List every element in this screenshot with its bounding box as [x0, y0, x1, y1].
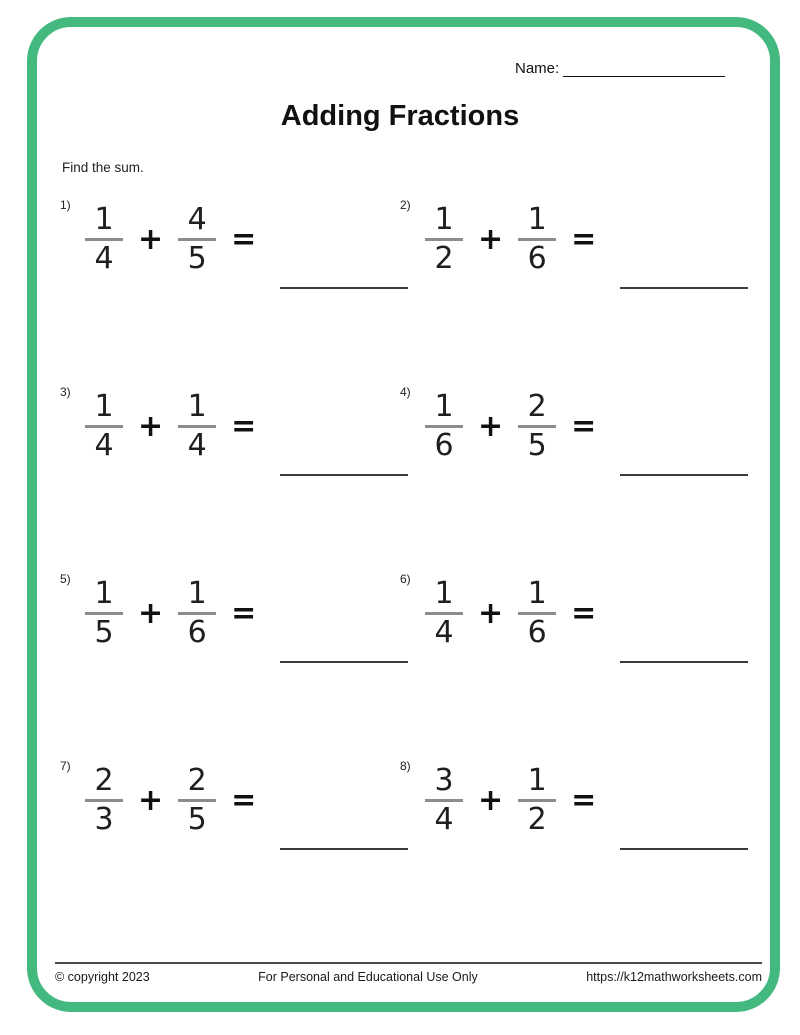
denominator: 4: [94, 241, 114, 277]
problem-4: [400, 383, 740, 570]
answer-blank: [280, 474, 408, 476]
footer-url: https://k12mathworksheets.com: [586, 970, 762, 984]
problem-number: 2): [400, 198, 411, 212]
footer-divider: [55, 962, 762, 964]
denominator: 2: [434, 241, 454, 277]
fraction-addend-2: [177, 765, 217, 837]
fraction-addend-1: [84, 765, 124, 837]
fraction-addend-2: [517, 765, 557, 837]
name-row: [515, 60, 725, 77]
answer-blank: [620, 287, 748, 289]
equals-sign: =: [571, 408, 597, 444]
answer-blank: [620, 848, 748, 850]
denominator: 5: [94, 615, 114, 651]
fraction-addend-2: [177, 578, 217, 650]
equation: [424, 204, 748, 276]
denominator: 5: [187, 241, 207, 277]
equals-sign: =: [231, 595, 257, 631]
plus-sign: +: [478, 595, 504, 631]
problem-number: 8): [400, 759, 411, 773]
denominator: 6: [434, 428, 454, 464]
plus-sign: +: [478, 782, 504, 818]
instructions-text: Find the sum.: [62, 160, 144, 175]
footer-copyright: © copyright 2023: [55, 970, 150, 984]
fraction-addend-1: [424, 391, 464, 463]
numerator: 1: [187, 389, 207, 424]
fraction-addend-1: [424, 578, 464, 650]
answer-blank: [620, 474, 748, 476]
problem-number: 3): [60, 385, 71, 399]
numerator: 3: [434, 763, 454, 798]
numerator: 1: [527, 763, 547, 798]
problem-number: 6): [400, 572, 411, 586]
denominator: 6: [527, 615, 547, 651]
numerator: 1: [434, 202, 454, 237]
fraction-addend-1: [424, 204, 464, 276]
equation: [84, 204, 408, 276]
fraction-addend-2: [517, 391, 557, 463]
plus-sign: +: [478, 408, 504, 444]
equation: [84, 578, 408, 650]
numerator: 2: [94, 763, 114, 798]
numerator: 1: [94, 389, 114, 424]
numerator: 2: [187, 763, 207, 798]
name-blank-line: [563, 60, 725, 77]
problem-number: 7): [60, 759, 71, 773]
footer-usage-note: For Personal and Educational Use Only: [258, 970, 478, 984]
numerator: 1: [434, 389, 454, 424]
equation: [84, 391, 408, 463]
problem-1: [60, 196, 400, 383]
problem-3: [60, 383, 400, 570]
problem-number: 1): [60, 198, 71, 212]
denominator: 6: [187, 615, 207, 651]
answer-blank: [280, 848, 408, 850]
plus-sign: +: [138, 221, 164, 257]
fraction-addend-1: [84, 578, 124, 650]
equation: [424, 391, 748, 463]
denominator: 4: [187, 428, 207, 464]
denominator: 5: [187, 802, 207, 838]
footer: [55, 970, 762, 984]
page-title: Adding Fractions: [280, 100, 520, 132]
problem-7: [60, 757, 400, 944]
numerator: 1: [94, 576, 114, 611]
fraction-addend-2: [177, 204, 217, 276]
problem-number: 4): [400, 385, 411, 399]
plus-sign: +: [138, 595, 164, 631]
denominator: 4: [94, 428, 114, 464]
equals-sign: =: [231, 782, 257, 818]
denominator: 2: [527, 802, 547, 838]
answer-blank: [280, 287, 408, 289]
numerator: 1: [527, 202, 547, 237]
problems-grid: [60, 196, 740, 944]
fraction-addend-1: [424, 765, 464, 837]
answer-blank: [620, 661, 748, 663]
numerator: 1: [187, 576, 207, 611]
problem-2: [400, 196, 740, 383]
fraction-addend-2: [177, 391, 217, 463]
denominator: 4: [434, 615, 454, 651]
name-label: Name:: [515, 60, 560, 77]
equation: [424, 765, 748, 837]
denominator: 5: [527, 428, 547, 464]
denominator: 6: [527, 241, 547, 277]
equals-sign: =: [231, 408, 257, 444]
plus-sign: +: [138, 408, 164, 444]
plus-sign: +: [138, 782, 164, 818]
denominator: 4: [434, 802, 454, 838]
answer-blank: [280, 661, 408, 663]
problem-number: 5): [60, 572, 71, 586]
equation: [84, 765, 408, 837]
problem-6: [400, 570, 740, 757]
fraction-addend-2: [517, 204, 557, 276]
numerator: 4: [187, 202, 207, 237]
fraction-addend-1: [84, 391, 124, 463]
fraction-addend-1: [84, 204, 124, 276]
equals-sign: =: [571, 221, 597, 257]
numerator: 1: [434, 576, 454, 611]
equation: [424, 578, 748, 650]
fraction-addend-2: [517, 578, 557, 650]
equals-sign: =: [231, 221, 257, 257]
denominator: 3: [94, 802, 114, 838]
numerator: 1: [94, 202, 114, 237]
numerator: 2: [527, 389, 547, 424]
equals-sign: =: [571, 595, 597, 631]
plus-sign: +: [478, 221, 504, 257]
numerator: 1: [527, 576, 547, 611]
equals-sign: =: [571, 782, 597, 818]
problem-5: [60, 570, 400, 757]
problem-8: [400, 757, 740, 944]
